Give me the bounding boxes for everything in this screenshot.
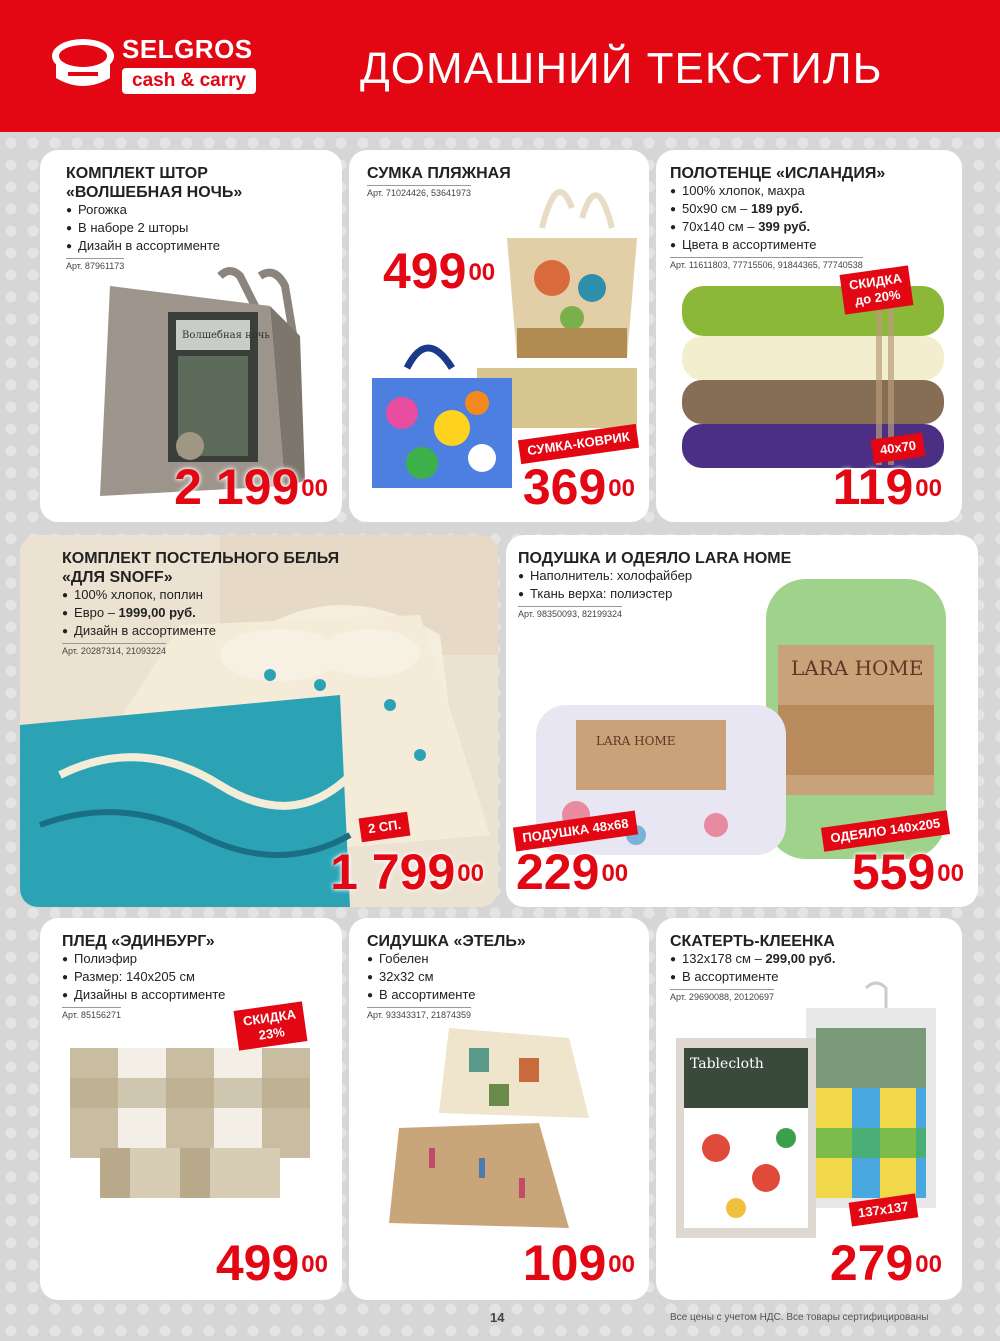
- product-title: ПОЛОТЕНЦЕ «ИСЛАНДИЯ»: [670, 165, 886, 182]
- package-label: Волшебная ночь: [182, 330, 270, 341]
- article-number: Арт. 29690088, 20120697: [670, 989, 774, 1002]
- product-card-plaid[interactable]: [40, 918, 342, 1300]
- page-title: ДОМАШНИЙ ТЕКСТИЛЬ: [360, 44, 883, 93]
- feature-item: ● 100% хлопок, поплин: [62, 587, 484, 605]
- feature-item: ● В наборе 2 шторы: [66, 220, 328, 238]
- feature-item: ● В ассортименте: [367, 987, 635, 1005]
- product-features: [367, 951, 635, 1005]
- feature-item: ● Дизайны в ассортименте: [62, 987, 328, 1005]
- feature-item: ● Евро – 1999,00 руб.: [62, 605, 484, 623]
- feature-item: ● 70х140 см – 399 руб.: [670, 219, 948, 237]
- product-features: [66, 202, 328, 256]
- package-brand-label: LARA HOME: [791, 656, 924, 680]
- price: $279^{00}$: [829, 1235, 942, 1291]
- feature-item: ● 32х32 см: [367, 969, 635, 987]
- discount-badge: СКИДКА до 20%: [840, 265, 914, 314]
- price: $229^{00}$: [516, 844, 629, 900]
- article-number: Арт. 85156271: [62, 1007, 121, 1020]
- price: $499^{00}$: [215, 1235, 328, 1291]
- feature-item: ● Гобелен: [367, 951, 635, 969]
- feature-item: ● Наполнитель: холофайбер: [518, 568, 964, 586]
- product-title: КОМПЛЕКТ ШТОР «ВОЛШЕБНАЯ НОЧЬ»: [66, 165, 243, 201]
- article-number: Арт. 20287314, 21093224: [62, 643, 166, 656]
- product-title: ПОДУШКА И ОДЕЯЛО LARA HOME: [518, 550, 792, 567]
- feature-item: ● 132х178 см – 299,00 руб.: [670, 951, 948, 969]
- feature-item: ● 50х90 см – 189 руб.: [670, 201, 948, 219]
- product-title: ПЛЕД «ЭДИНБУРГ»: [62, 933, 215, 950]
- article-number: Арт. 71024426, 53641973: [367, 185, 471, 198]
- feature-item: ● В ассортименте: [670, 969, 948, 987]
- price: 2 $199^{00}$: [174, 459, 328, 515]
- feature-item: ● Дизайн в ассортименте: [62, 623, 484, 641]
- product-features: [62, 587, 484, 641]
- price: $109^{00}$: [522, 1235, 635, 1291]
- price: 1 $799^{00}$: [330, 844, 484, 900]
- feature-item: ● Размер: 140х205 см: [62, 969, 328, 987]
- price: $369^{00}$: [522, 459, 635, 515]
- feature-item: ● Полиэфир: [62, 951, 328, 969]
- shopping-cart-logo-icon: [50, 34, 116, 100]
- product-card-lara-home[interactable]: [506, 535, 978, 907]
- product-variant-tag: СУМКА-КОВРИК: [518, 424, 639, 464]
- product-title: СУМКА ПЛЯЖНАЯ: [367, 165, 511, 182]
- price: $499^{00}$: [383, 243, 496, 299]
- page-number: 14: [490, 1310, 505, 1325]
- price: $559^{00}$: [851, 844, 964, 900]
- product-title: КОМПЛЕКТ ПОСТЕЛЬНОГО БЕЛЬЯ «ДЛЯ SNOFF»: [62, 550, 340, 586]
- article-number: Арт. 93343317, 21874359: [367, 1007, 471, 1020]
- size-tag: ОДЕЯЛО 140х205: [821, 810, 950, 851]
- size-tag: ПОДУШКА 48х68: [513, 811, 638, 852]
- product-card-beach-bag[interactable]: [349, 150, 649, 522]
- seat-cushion-image: [369, 1018, 629, 1238]
- package-label: Tablecloth: [690, 1056, 764, 1072]
- size-tag: 137х137: [849, 1193, 918, 1226]
- brand-tagline: cash & carry: [122, 68, 256, 94]
- selgros-logo[interactable]: [50, 34, 260, 104]
- size-tag: 40х70: [871, 432, 926, 463]
- footer-disclaimer: Все цены с учетом НДС. Все товары сертифицированы: [670, 1312, 929, 1323]
- product-card-bedding[interactable]: [20, 535, 498, 907]
- article-number: Арт. 98350093, 82199324: [518, 606, 622, 619]
- article-number: Арт. 11611803, 77715506, 91844365, 77740538: [670, 257, 863, 270]
- page-header: [0, 0, 1000, 132]
- feature-item: ● Ткань верха: полиэстер: [518, 586, 964, 604]
- article-number: Арт. 87961173: [66, 258, 124, 271]
- feature-item: ● Цвета в ассортименте: [670, 237, 948, 255]
- package-brand-label: LARA HOME: [596, 734, 676, 748]
- size-tag: 2 СП.: [359, 812, 411, 843]
- product-title: СКАТЕРТЬ-КЛЕЕНКА: [670, 933, 835, 950]
- feature-item: ● Дизайн в ассортименте: [66, 238, 328, 256]
- product-card-curtains[interactable]: [40, 150, 342, 522]
- feature-item: ● Рогожка: [66, 202, 328, 220]
- product-card-tablecloth[interactable]: [656, 918, 962, 1300]
- brand-name: SELGROS: [122, 34, 253, 64]
- product-card-cushion[interactable]: [349, 918, 649, 1300]
- price: $119^{00}$: [832, 459, 942, 515]
- product-title: СИДУШКА «ЭТЕЛЬ»: [367, 933, 526, 950]
- feature-item: ● 100% хлопок, махра: [670, 183, 948, 201]
- discount-badge: СКИДКА 23%: [234, 1001, 308, 1050]
- product-features: [62, 951, 328, 1005]
- product-features: [670, 183, 948, 255]
- product-card-towel[interactable]: [656, 150, 962, 522]
- plaid-blanket-image: [60, 1048, 320, 1198]
